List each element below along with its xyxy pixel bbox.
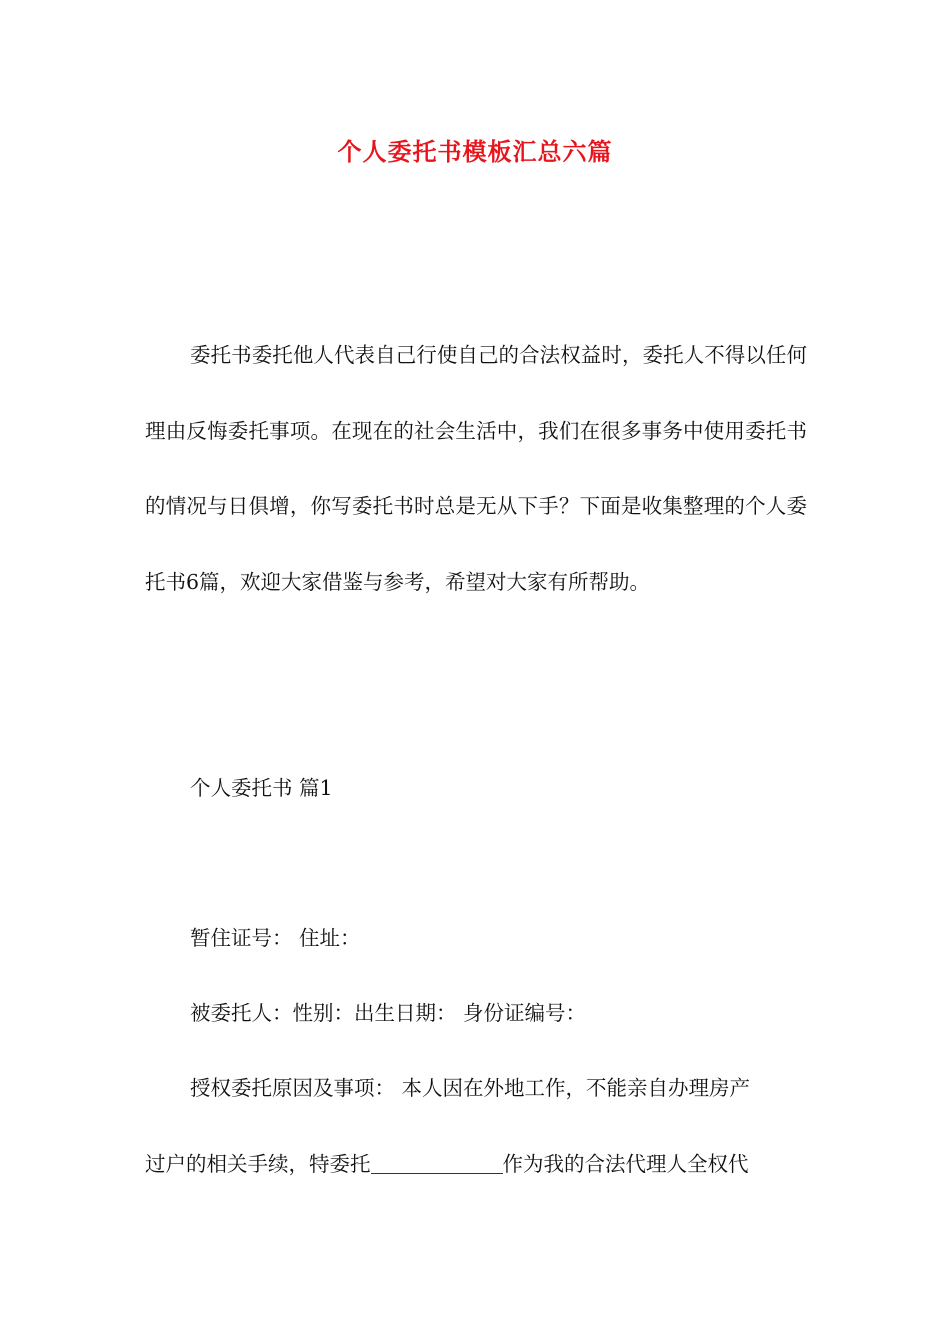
document-title: 个人委托书模板汇总六篇	[337, 137, 613, 166]
fill-in-blank[interactable]	[371, 1151, 503, 1174]
temp-residence-line: 暂住证号： 住址：	[190, 926, 361, 950]
authorization-reason-line: 授权委托原因及事项： 本人因在外地工作，不能亲自办理房产	[190, 1076, 751, 1100]
authorization-continuation-line	[145, 1146, 807, 1182]
trustee-info-line: 被委托人：性别：出生日期： 身份证编号：	[190, 1001, 587, 1025]
intro-paragraph: 委托书委托他人代表自己行使自己的合法权益时，委托人不得以任何理由反悔委托事项。在现在的社会生活中，我们在很多事务中使用委托书的情况与日俱增，你写委托书时总是无从下手？下面是收集整理的个人委托书6篇，欢迎大家借鉴与参考，希望对大家有所帮助。	[145, 343, 807, 594]
section-heading: 个人委托书 篇1	[190, 776, 333, 800]
continuation-text-after: 作为我的合法代理人全权代	[502, 1152, 749, 1176]
continuation-text-before: 过户的相关手续，特委托	[145, 1152, 371, 1176]
